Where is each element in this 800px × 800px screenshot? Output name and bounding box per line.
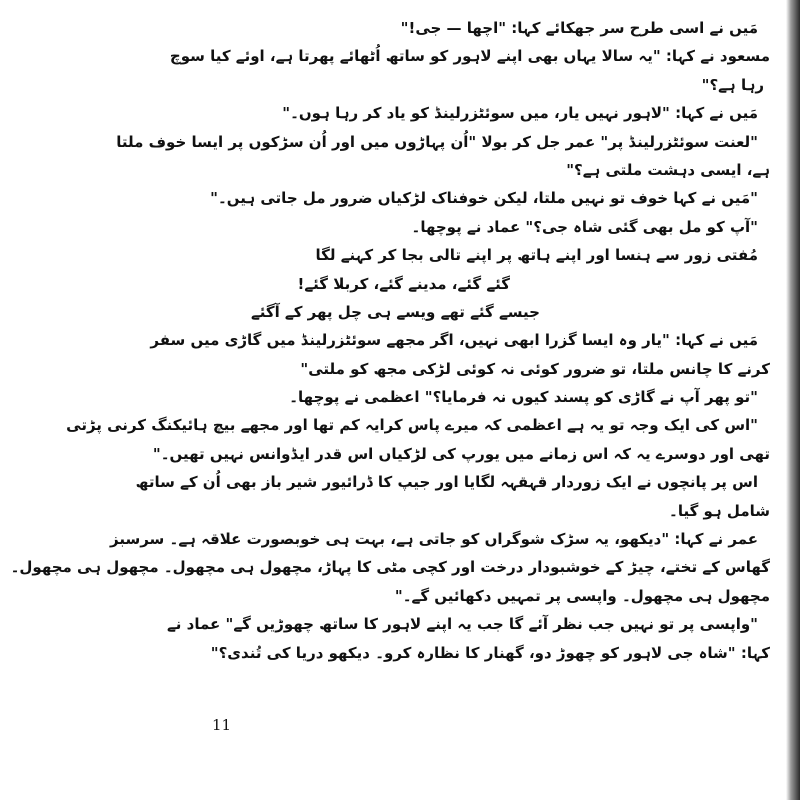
verse-line: جیسے گئے تھے ویسے ہی چل پھر کے آگئے (250, 302, 540, 321)
text-line: تھی اور دوسرے یہ کہ اس زمانے میں یورپ کی لڑکیاں اس قدر ایڈوانس نہیں تھیں۔" (152, 444, 770, 463)
text-line: اس پر پانچوں نے ایک زوردار قہقہہ لگایا اور جیپ کا ڈرائیور شیر باز بھی اُن کے ساتھ (135, 473, 758, 492)
text-line: "تو پھر آپ نے گاڑی کو پسند کیوں نہ فرمایا؟" اعظمی نے پوچھا۔ (289, 388, 758, 407)
text-line: مُفتی زور سے ہنسا اور اپنے ہاتھ پر اپنے تالی بجا کر کہنے لگا (315, 246, 758, 265)
text-line: مچھول ہی مچھول۔ واپسی پر تمہیں دکھائیں گے۔" (394, 586, 770, 605)
text-line: "مَیں نے کہا خوف تو نہیں ملتا، لیکن خوفناک لڑکیاں ضرور مل جاتی ہیں۔" (210, 189, 758, 208)
text-line: ہے، ایسی دہشت ملتی ہے؟" (566, 160, 770, 179)
text-line: کرنے کا چانس ملتا، تو ضرور کوئی نہ کوئی لڑکی مجھ کو ملتی" (300, 359, 770, 378)
text-line: کہا: "شاہ جی لاہور کو چھوڑ دو، گھنار کا نظارہ کرو۔ دیکھو دریا کی تُندی؟" (210, 643, 770, 662)
text-line: "لعنت سوئٹزرلینڈ پر" عمر جل کر بولا "اُن پہاڑوں میں اور اُن سڑکوں پر ایسا خوف ملتا (116, 132, 758, 151)
text-line: "واپسی پر تو نہیں جب نظر آئے گا جب یہ اپنے لاہور کا ساتھ چھوڑیں گے" عماد نے (167, 615, 758, 634)
text-line: مَیں نے کہا: "یار وہ ایسا گزرا ابھی نہیں، اگر مجھے سوئٹزرلینڈ میں گاڑی میں سفر (150, 331, 758, 350)
urdu-text-body (10, 14, 770, 667)
text-line: مَیں نے اسی طرح سر جھکائے کہا: "اچھا — جی!" (400, 19, 758, 37)
text-line: گھاس کے تختے، چیڑ کے خوشبودار درخت اور کچی مٹی کا پہاڑ، مچھول ہی مچھول۔ مچھول ہی مچھول۔ (10, 558, 770, 577)
page-edge-shadow (786, 0, 800, 800)
verse-line: گئے گئے، مدینے گئے، کربلا گئے! (297, 274, 510, 293)
page-number: 11 (212, 716, 232, 734)
text-line: عمر نے کہا: "دیکھو، یہ سڑک شوگراں کو جاتی ہے، بہت ہی خوبصورت علاقہ ہے۔ سرسبز (110, 530, 758, 549)
text-line: مَیں نے کہا: "لاہور نہیں یار، میں سوئٹزرلینڈ کو یاد کر رہا ہوں۔" (282, 104, 758, 123)
text-line: رہا ہے؟" (701, 75, 764, 94)
text-line: شامل ہو گیا۔ (669, 501, 770, 520)
text-line: "اس کی ایک وجہ تو یہ ہے اعظمی کہ میرے پاس کرایہ کم تھا اور مجھے بیچ ہائیکنگ کرنی پڑتی (66, 416, 758, 435)
text-line: مسعود نے کہا: "یہ سالا یہاں بھی اپنے لاہور کو ساتھ اُٹھائے پھرتا ہے، اوئے کیا سوچ (169, 47, 770, 66)
text-line: "آپ کو مل بھی گئی شاہ جی؟" عماد نے پوچھا۔ (411, 217, 758, 236)
